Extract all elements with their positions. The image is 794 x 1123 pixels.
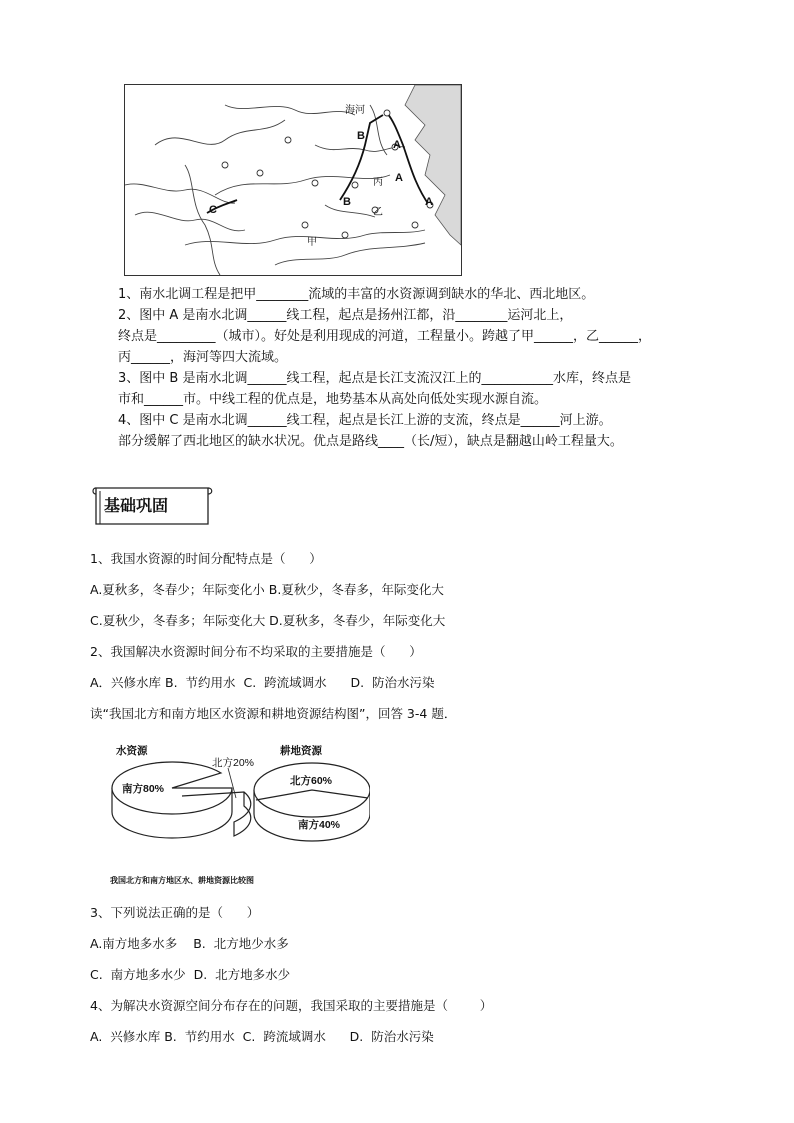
label-bing: 丙: [373, 177, 383, 188]
para-line-3: 终点是_________（城市）。好处是利用现成的河道，工程量小。跨越了甲______，乙______，: [118, 329, 652, 344]
pie-charts: [104, 740, 370, 886]
water-south-label: 南方80%: [122, 783, 165, 795]
label-jia: 甲: [307, 237, 317, 248]
land-chart-title: 耕地资源: [280, 745, 322, 757]
water-pie: [112, 762, 251, 838]
question-1: 1、我国水资源的时间分配特点是（ ）: [90, 551, 322, 566]
question-4-options: A. 兴修水库 B. 节约用水 C. 跨流域调水 D. 防治水污染: [90, 1029, 434, 1044]
question-3-options-ab: A.南方地多水多 B. 北方地少水多: [90, 936, 289, 951]
label-a-lower: A: [425, 196, 433, 208]
water-north-label: 北方20%: [212, 757, 255, 769]
para-line-5: 3、图中 B 是南水北调______线工程，起点是长江支流汉江上的___________水库，终点是: [118, 371, 631, 386]
label-a-middle: A: [395, 172, 403, 184]
label-b-lower: B: [343, 196, 351, 208]
para-line-7: 4、图中 C 是南水北调______线工程，起点是长江上游的支流，终点是______河上游。: [118, 413, 612, 428]
para-line-2: 2、图中 A 是南水北调______线工程，起点是扬州江都，沿________运河北上，: [118, 308, 573, 323]
question-3: 3、下列说法正确的是（ ）: [90, 905, 260, 920]
label-a-upper: A: [393, 139, 401, 151]
label-yi: 乙: [373, 207, 383, 218]
question-1-options-cd: C.夏秋少，冬春多；年际变化大 D.夏秋多，冬春少，年际变化大: [90, 613, 446, 628]
para-line-6: 市和______市。中线工程的优点是，地势基本从高处向低处实现水源自流。: [118, 392, 548, 407]
question-3-options-cd: C. 南方地多水少 D. 北方地多水少: [90, 967, 291, 982]
banner-title: 基础巩固: [104, 496, 169, 515]
route-map-drawing: [125, 85, 461, 275]
question-1-options-ab: A.夏秋多，冬春少；年际变化小 B.夏秋少，冬春多，年际变化大: [90, 582, 444, 597]
label-b-upper: B: [357, 130, 365, 142]
label-c: C: [209, 204, 217, 216]
section-banner: [90, 482, 216, 530]
question-4: 4、为解决水资源空间分布存在的问题，我国采取的主要措施是（ ）: [90, 998, 493, 1013]
resource-pie-figure: [104, 740, 370, 886]
label-haihe: 海河: [345, 105, 365, 116]
para-line-8: 部分缓解了西北地区的缺水状况。优点是路线____（长/短），缺点是翻越山岭工程量大。: [118, 434, 623, 449]
route-map-figure: [124, 84, 462, 276]
land-north-label: 北方60%: [290, 775, 333, 787]
reading-instruction: 读“我国北方和南方地区水资源和耕地资源结构图”，回答 3-4 题．: [90, 706, 457, 721]
question-2: 2、我国解决水资源时间分布不均采取的主要措施是（ ）: [90, 644, 422, 659]
question-2-options: A．兴修水库 B. 节约用水 C. 跨流域调水 D. 防治水污染: [90, 675, 435, 690]
water-chart-title: 水资源: [116, 745, 148, 757]
land-south-label: 南方40%: [298, 819, 341, 831]
para-line-4: 丙______，海河等四大流域。: [118, 350, 288, 365]
para-line-1: 1、南水北调工程是把甲________流域的丰富的水资源调到缺水的华北、西北地区。: [118, 287, 595, 302]
pie-caption: 我国北方和南方地区水、耕地资源比较图: [110, 876, 254, 885]
